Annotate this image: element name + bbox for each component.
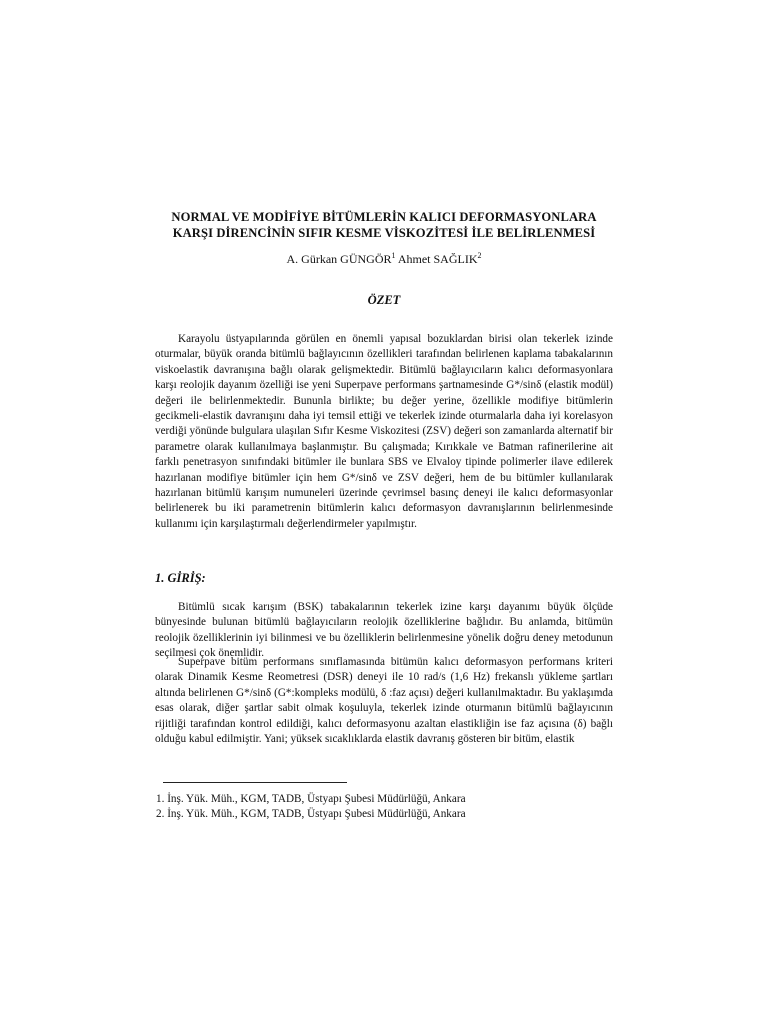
section-heading-giris: 1. GİRİŞ:: [155, 571, 206, 585]
footnote-separator: [163, 782, 347, 783]
footnote-2: 2. İnş. Yük. Müh., KGM, TADB, Üstyapı Şubesi Müdürlüğü, Ankara: [156, 808, 466, 820]
author-1-name: A. Gürkan GÜNGÖR: [286, 252, 392, 266]
author-1-footnote-mark: 1: [391, 251, 396, 260]
footnotes: [156, 792, 616, 822]
title-line-1: NORMAL VE MODİFİYE BİTÜMLERİN KALICI DEFORMASYONLARA: [171, 210, 597, 224]
giris-paragraph-1: Bitümlü sıcak karışım (BSK) tabakalarının tekerlek izine karşı dayanımı büyük ölçüde bünyesinde bulunan bitümlü bağlayıcıların reolojik özelliklerine bağlıdır. Bu anlamda, bitümün reolojik özelliklerinin iyi bilinmesi ve bu özelliklerin belirlenmesine yönelik doğru deney metodunun seçilmesi çok önemlidir.: [155, 601, 613, 660]
footnote-1: 1. İnş. Yük. Müh., KGM, TADB, Üstyapı Şubesi Müdürlüğü, Ankara: [156, 793, 466, 805]
title-line-2: KARŞI DİRENCİNİN SIFIR KESME VİSKOZİTESİ İLE BELİRLENMESİ: [172, 226, 596, 240]
abstract-paragraph: Karayolu üstyapılarında görülen en önemli yapısal bozuklardan birisi olan tekerlek izinde oturmalar, büyük oranda bitümlü bağlayıcının özellikleri tarafından belirlenen kaplama tabakalarının viskoelastik davranışına bağlı olarak gelişmektedir. Bitümlü bağlayıcıların kalıcı deformasyonlara karşı reolojik dayanım özelliği ise yeni Superpave performans şartnamesinde G*/sinδ (elastik modül) değeri ile belirlenmektedir. Bununla birlikte; bu değer yerine, özellikle modifiye bitümlerin gecikmeli-elastik davranışını daha iyi temsil ettiği ve tekerlek izinde oturmalarla daha iyi korelasyon verdiği yönünde bulgulara ulaşılan Sıfır Kesme Viskozitesi (ZSV) değeri son zamanlarda alternatif bir parametre olarak kullanılmaya başlanmıştır. Bu çalışmada; Kırıkkale ve Batman rafinerilerine ait farklı penetrasyon sınıfındaki bitümler ile bunlara SBS ve Elvaloy tipinde polimerler ilave edilerek hazırlanan modifiye bitümler için hem G*/sinδ ve ZSV değeri, hem de bu bitümler kullanılarak hazırlanan bitümlü karışım numuneleri üzerinde çevrimsel basınç deneyi ile kalıcı deformasyonlar belirlenerek bu iki parametrenin bitümlerin kalıcı deformasyon davranışlarının belirlenmesinde kullanımı için karşılaştırmalı değerlendirmeler yapılmıştır.: [155, 333, 613, 530]
abstract-heading: ÖZET: [367, 293, 401, 307]
author-line: [120, 251, 648, 267]
paper-title: [120, 209, 648, 241]
author-2-name: Ahmet SAĞLIK: [395, 252, 478, 266]
author-2-footnote-mark: 2: [477, 251, 482, 260]
giris-paragraph-2: Superpave bitüm performans sınıflamasında bitümün kalıcı deformasyon performans kriteri olarak Dinamik Kesme Reometresi (DSR) deneyi ile 10 rad/s (1,6 Hz) frekanslı yükleme şartları altında belirlenen G*/sinδ (G*:kompleks modülü, δ :faz açısı) değeri kullanılmaktadır. Bu yaklaşımda esas olarak, diğer şartlar sabit olmak koşuluyla, tekerlek izinde oturmanın bitümlü bağlayıcının rijitliği tarafından kontrol edildiği, kalıcı deformasyonu azaltan elastikliğin ise faz açısına (δ) bağlı olduğu kabul edilmiştir. Yani; yüksek sıcaklıklarda elastik davranış gösteren bir bitüm, elastik: [155, 656, 613, 746]
